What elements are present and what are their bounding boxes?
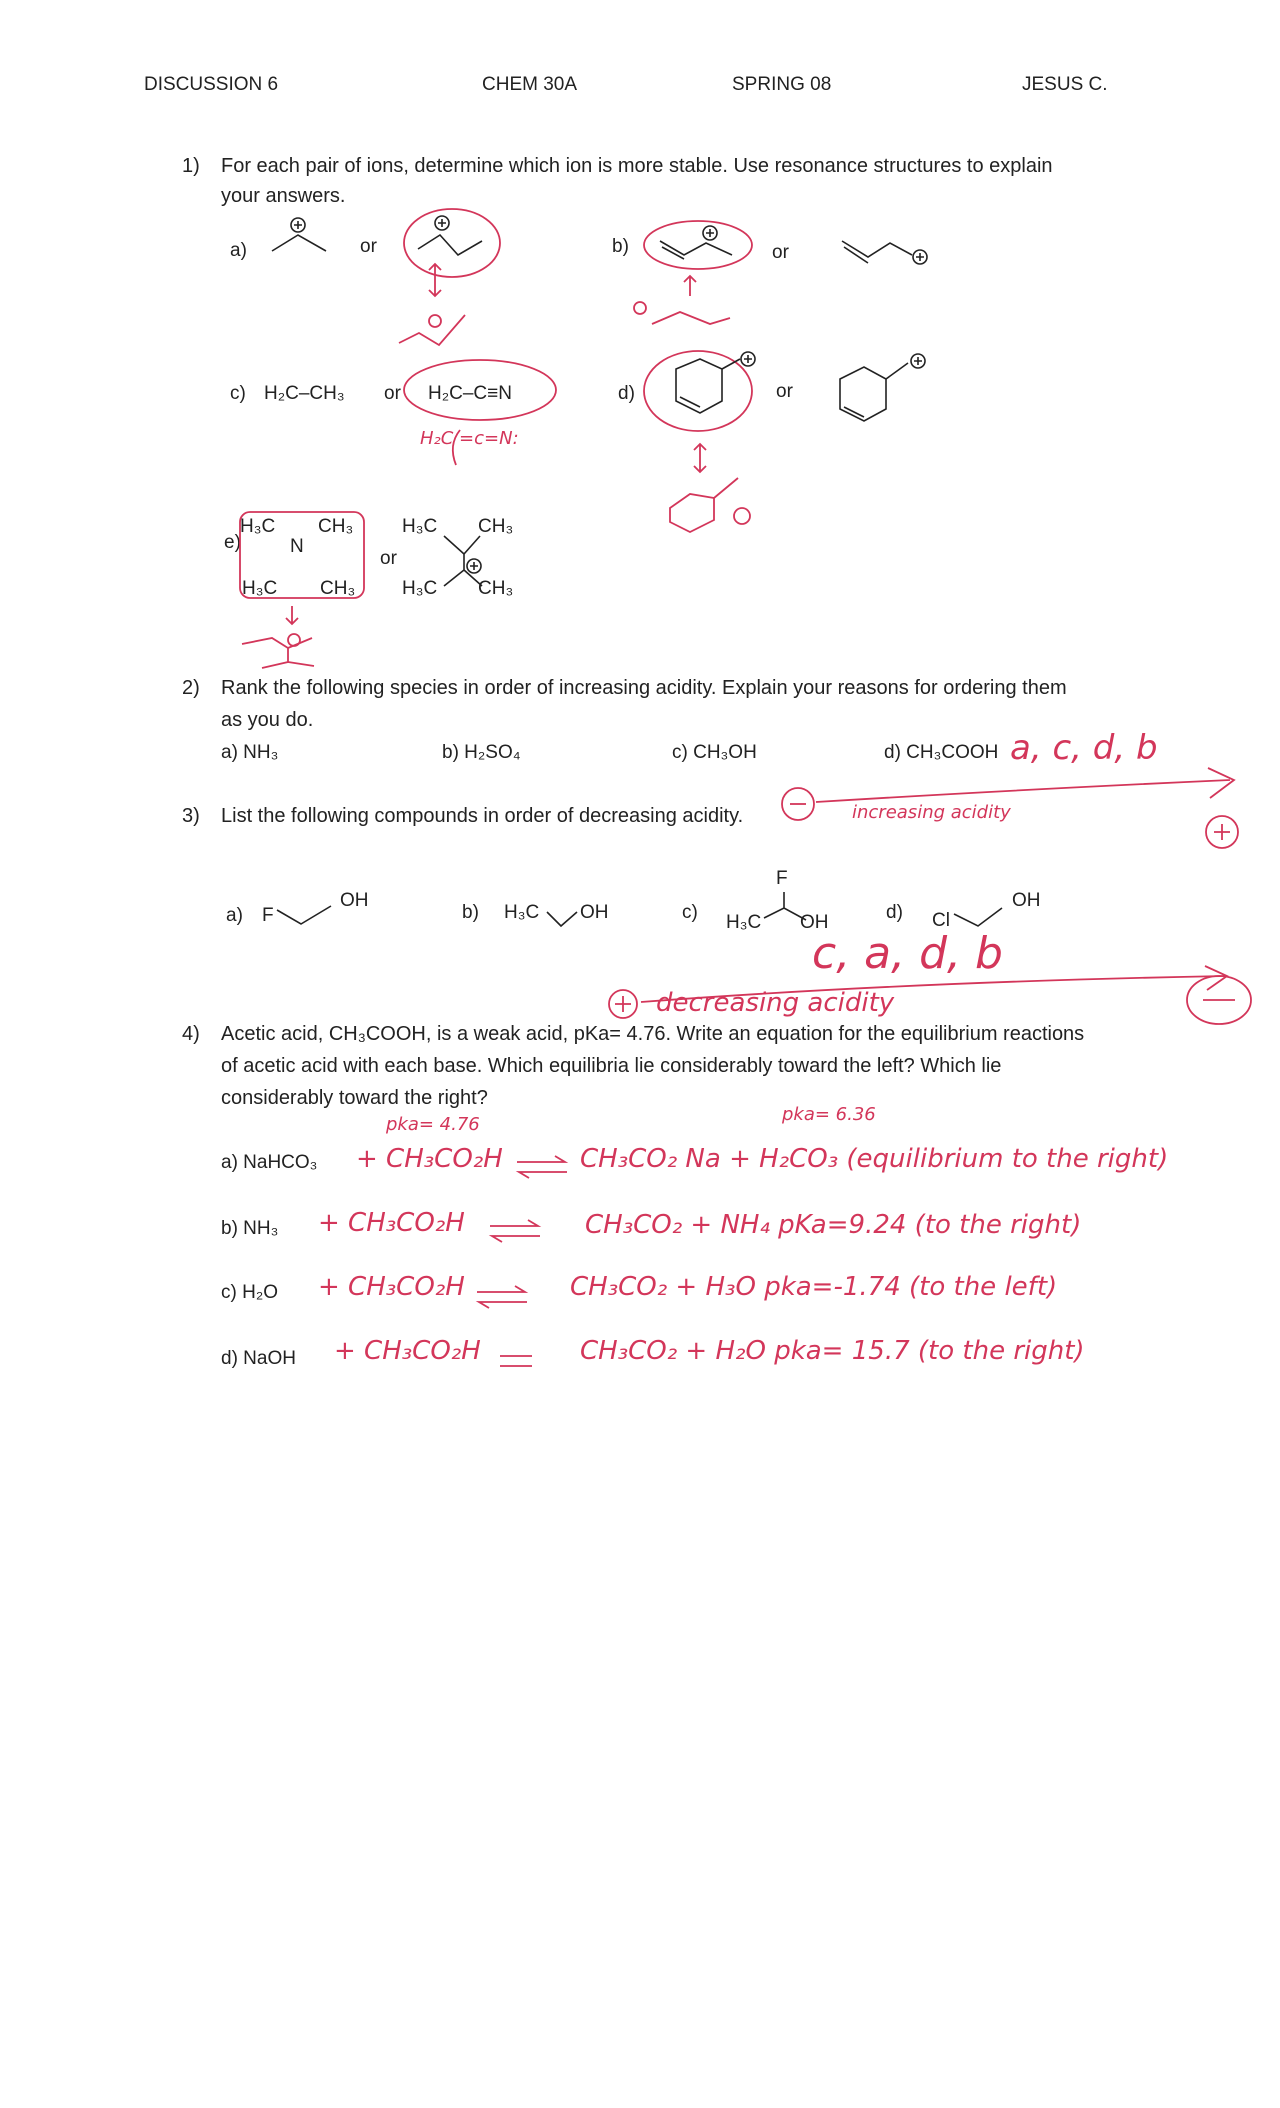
q2-number: 2) [182, 677, 200, 699]
q3c-oh: OH [800, 912, 829, 933]
q1e-carbocation-h3c-top: H₃C [402, 516, 438, 537]
q1d-label: d) [618, 383, 635, 404]
q4c-base: c) H₂O [221, 1282, 278, 1303]
q2-note: increasing acidity [852, 802, 1011, 823]
q3c-label: c) [682, 902, 698, 923]
q1d-or: or [776, 381, 793, 402]
q1a-cation-structure [270, 215, 330, 255]
q4-line3: considerably toward the right? [221, 1087, 488, 1109]
header-course: CHEM 30A [482, 74, 578, 95]
q1e-ch3-top: CH₃ [318, 516, 354, 537]
q1c-or: or [384, 383, 401, 404]
q1d-benzyl-cation-structure [640, 345, 780, 435]
q1c-left: H₂C–CH₃ [264, 383, 345, 404]
q4c-equilibrium-arrow [475, 1282, 535, 1312]
q2-d: d) CH₃COOH [884, 742, 999, 763]
q1b-label: b) [612, 236, 629, 257]
q2-text-line1: Rank the following species in order of increasing acidity. Explain your reasons for ordering them [221, 677, 1067, 699]
q4-line1: Acetic acid, CH₃COOH, is a weak acid, pKa= 4.76. Write an equation for the equilibrium reactions [221, 1023, 1085, 1045]
q3b-h3c: H₃C [504, 902, 540, 923]
q3-number: 3) [182, 805, 200, 827]
q1d-alkyl-cation-structure [830, 345, 950, 435]
q3-note: decreasing acidity [656, 988, 895, 1018]
q4b-acid: + CH₃CO₂H [318, 1208, 465, 1238]
q1c-label: c) [230, 383, 246, 404]
q2-b: b) H₂SO₄ [442, 742, 521, 763]
q4c-products: CH₃CO₂ + H₃O pka=-1.74 (to the left) [570, 1272, 1058, 1302]
q3b-oh: OH [580, 902, 609, 923]
q3b-label: b) [462, 902, 479, 923]
q2-c: c) CH₃OH [672, 742, 757, 763]
q4-number: 4) [182, 1023, 200, 1045]
q4b-equilibrium-arrow [488, 1216, 548, 1246]
q4-line2: of acetic acid with each base. Which equilibria lie considerably toward the left? Which lie [221, 1055, 1002, 1077]
q2-text-line2: as you do. [221, 709, 314, 731]
header-name: JESUS C. [1022, 74, 1108, 95]
q1c-right: H₂C–C≡N [428, 383, 512, 404]
q1b-vinyl-cation-structure [840, 225, 930, 275]
q4-pka-left: pka= 4.76 [386, 1114, 480, 1135]
q3d-oh: OH [1012, 890, 1041, 911]
q4c-acid: + CH₃CO₂H [318, 1272, 465, 1302]
q1e-or: or [380, 548, 397, 569]
header-left: DISCUSSION 6 [144, 74, 279, 95]
q4d-equilibrium-arrow [498, 1346, 538, 1376]
q4d-base: d) NaOH [221, 1348, 296, 1369]
q1a-ether-cation-structure [400, 205, 520, 285]
q3a-f: F [262, 905, 274, 926]
q4-pka-right: pka= 6.36 [782, 1104, 876, 1125]
q1a-resonance-structure [395, 305, 485, 355]
q4b-base: b) NH₃ [221, 1218, 279, 1239]
q1e-carbocation-bonds [430, 530, 510, 590]
q1e-h3c-bottom: H₃C [242, 578, 278, 599]
q1c-resonance: H₂C =c=N: [420, 428, 519, 449]
q3a-chain [275, 898, 345, 928]
q1-text-line2: your answers. [221, 185, 346, 207]
q1d-resonance-structure [660, 440, 790, 540]
q1-text-line1: For each pair of ions, determine which ion is more stable. Use resonance structures to explain [221, 155, 1053, 177]
q1e-carbocation-h3c-bottom: H₃C [402, 578, 438, 599]
q4a-acid: + CH₃CO₂H [356, 1144, 503, 1174]
q1e-n: N [290, 536, 304, 557]
q3-text: List the following compounds in order of decreasing acidity. [221, 805, 744, 827]
q1e-label: e) [224, 532, 241, 553]
q1e-carbocation-ch3-bottom: CH₃ [478, 578, 514, 599]
q1e-h3c-top: H₃C [240, 516, 276, 537]
q3c-h3c: H₃C [726, 912, 762, 933]
q3d-label: d) [886, 902, 903, 923]
q3d-chain [952, 900, 1012, 930]
q1b-or: or [772, 242, 789, 263]
q4a-products: CH₃CO₂ Na + H₂CO₃ (equilibrium to the right) [580, 1144, 1169, 1174]
q1e-ch3-bottom: CH₃ [320, 578, 356, 599]
q3a-label: a) [226, 905, 243, 926]
q1a-or: or [360, 236, 377, 257]
q2-a: a) NH₃ [221, 742, 279, 763]
q3d-cl: Cl [932, 910, 950, 931]
q3c-f: F [776, 868, 788, 889]
q4b-products: CH₃CO₂ + NH₄ pKa=9.24 (to the right) [585, 1210, 1082, 1240]
q1a-resonance-arrow [425, 262, 445, 302]
q1a-label: a) [230, 240, 247, 261]
q2-answer: a, c, d, b [1010, 728, 1158, 768]
q4d-acid: + CH₃CO₂H [334, 1336, 481, 1366]
q4d-products: CH₃CO₂ + H₂O pka= 15.7 (to the right) [580, 1336, 1085, 1366]
q4a-equilibrium-arrow [515, 1152, 575, 1182]
q3a-oh: OH [340, 890, 369, 911]
q1e-resonance-structure [232, 604, 362, 674]
q1b-resonance-structure [630, 272, 750, 332]
q3b-chain [545, 904, 585, 934]
q1-number: 1) [182, 155, 200, 177]
header-term: SPRING 08 [732, 74, 832, 95]
q4a-base: a) NaHCO₃ [221, 1152, 318, 1173]
q3-answer: c, a, d, b [812, 928, 1003, 979]
q1b-allyl-cation-structure [640, 215, 760, 275]
q1e-carbocation-ch3-top: CH₃ [478, 516, 514, 537]
